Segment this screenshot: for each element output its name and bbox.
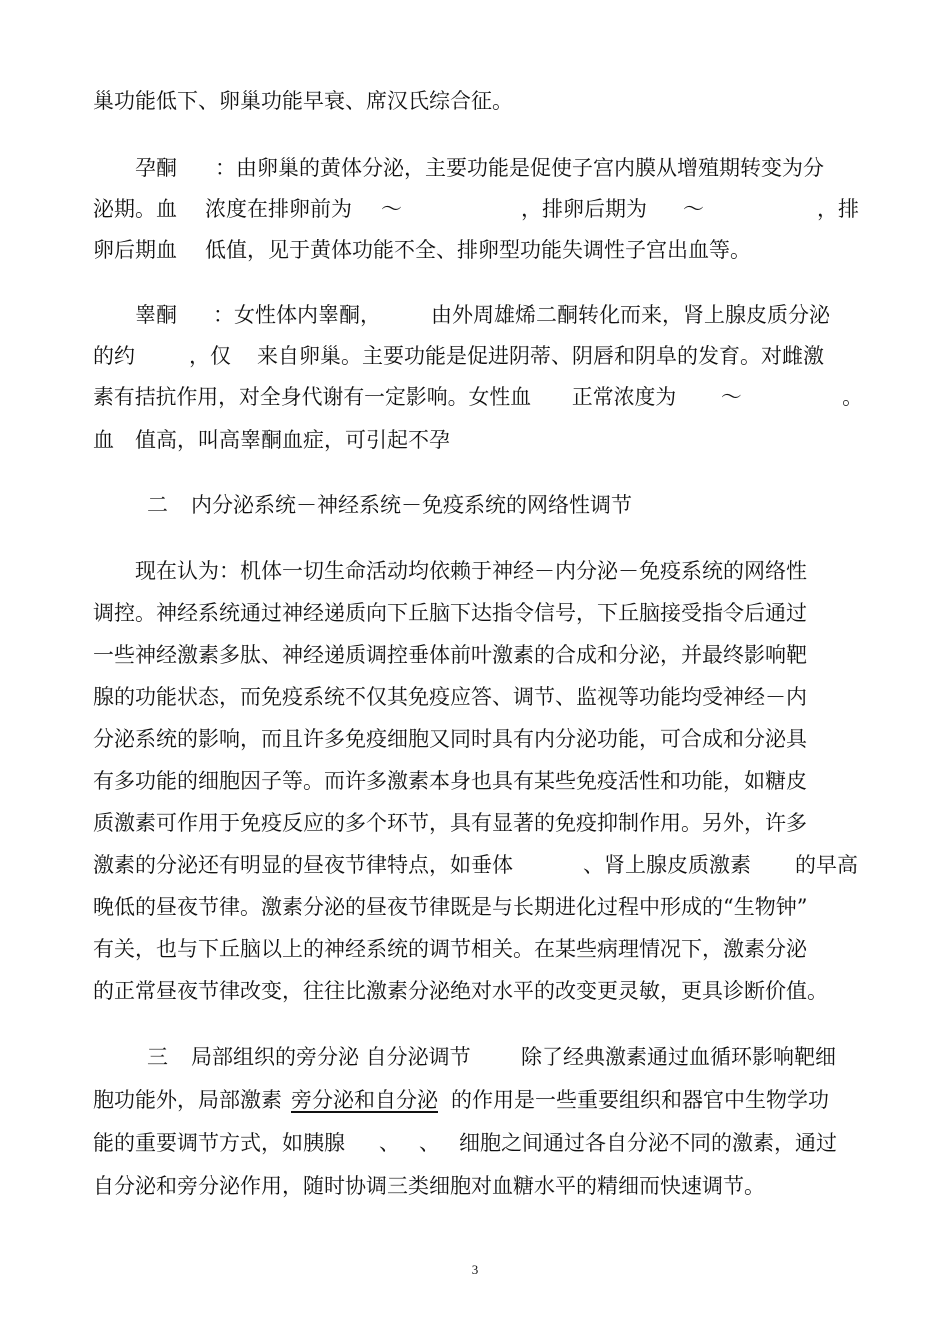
text-segment: 的正常昼夜节律改变，往往比激素分泌绝对水平的改变更灵敏，更具诊断价值。 <box>93 979 828 1003</box>
section-2-line-4 <box>93 682 863 712</box>
text-segment: 值高，叫高睾酮血症，可引起不孕 <box>135 428 450 452</box>
text-segment: 晚低的昼夜节律。激素分泌的昼夜节律既是与长期进化过程中形成的“生物钟” <box>93 895 808 919</box>
tilde-symbol: ～ <box>381 197 402 221</box>
text-segment: ：女性体内睾酮， <box>213 303 381 327</box>
text-segment: 能的重要调节方式，如胰腺 <box>93 1131 345 1155</box>
testosterone-line-2 <box>93 341 863 371</box>
section-3-line-2 <box>93 1085 863 1115</box>
section-2-line-5 <box>93 724 863 754</box>
testosterone-line-4 <box>93 425 863 455</box>
text-segment: 、 <box>419 1131 440 1155</box>
text-segment: 一些神经激素多肽、神经递质调控垂体前叶激素的合成和分泌，并最终影响靶 <box>93 643 807 667</box>
text-segment: 分泌系统的影响，而且许多免疫细胞又同时具有内分泌功能，可合成和分泌具 <box>93 727 807 751</box>
section-3-line-1 <box>93 1042 863 1072</box>
section-2-line-6 <box>93 766 863 796</box>
section-2-line-11 <box>93 976 863 1006</box>
text-segment: 的约 <box>93 344 135 368</box>
term-testosterone: 睾酮 <box>135 303 177 327</box>
text-segment: ，仅 <box>189 344 231 368</box>
section-title: 局部组织的旁分泌 自分泌调节 <box>191 1045 471 1069</box>
text-segment: 的作用是一些重要组织和器官中生物学功 <box>451 1088 829 1112</box>
section-2-line-9 <box>93 892 863 922</box>
text-segment: 有多功能的细胞因子等。而许多激素本身也具有某些免疫活性和功能，如糖皮 <box>93 769 807 793</box>
tilde-symbol: ～ <box>683 197 704 221</box>
text-segment: 血 <box>93 428 114 452</box>
section-2-line-2 <box>93 598 863 628</box>
text-segment: 胞功能外，局部激素 <box>93 1088 282 1112</box>
page-number: 3 <box>471 1262 479 1277</box>
section-2-line-8 <box>93 850 863 880</box>
underlined-term: 旁分泌和自分泌 <box>291 1088 438 1112</box>
text-segment: 的早高 <box>795 853 858 877</box>
text-segment: 泌期。血 <box>93 197 177 221</box>
text-segment: 有关，也与下丘脑以上的神经系统的调节相关。在某些病理情况下，激素分泌 <box>93 937 807 961</box>
text-segment: 巢功能低下、卵巢功能早衰、席汉氏综合征。 <box>93 89 513 113</box>
section-2-heading <box>93 490 863 520</box>
text-segment: 激素的分泌还有明显的昼夜节律特点，如垂体 <box>93 853 513 877</box>
text-segment: 素有拮抗作用，对全身代谢有一定影响。女性血 <box>93 385 532 409</box>
section-number: 二 <box>147 493 168 517</box>
text-segment: 由外周雄烯二酮转化而来，肾上腺皮质分泌 <box>431 303 830 327</box>
text-segment: 细胞之间通过各自分泌不同的激素，通过 <box>459 1131 837 1155</box>
section-number: 三 <box>147 1045 168 1069</box>
text-segment: 调控。神经系统通过神经递质向下丘脑下达指令信号，下丘脑接受指令后通过 <box>93 601 807 625</box>
section-title: 内分泌系统－神经系统－免疫系统的网络性调节 <box>191 493 632 517</box>
text-segment: 现在认为：机体一切生命活动均依赖于神经－内分泌－免疫系统的网络性 <box>135 559 807 583</box>
testosterone-line-3 <box>93 382 863 412</box>
text-segment: 质激素可作用于免疫反应的多个环节，具有显著的免疫抑制作用。另外，许多 <box>93 811 807 835</box>
section-2-line-7 <box>93 808 863 838</box>
section-3-line-3 <box>93 1128 863 1158</box>
text-segment: 正常浓度为 <box>571 385 677 409</box>
testosterone-line-1 <box>93 300 863 330</box>
section-3-line-4 <box>93 1171 863 1201</box>
text-segment: 、 <box>379 1131 400 1155</box>
progesterone-line-1 <box>93 153 863 183</box>
tilde-symbol: ～ <box>720 385 742 409</box>
paragraph-line <box>93 86 863 116</box>
progesterone-line-3 <box>93 235 863 265</box>
text-segment: 卵后期血 <box>93 238 177 262</box>
text-segment: 浓度在排卵前为 <box>205 197 352 221</box>
progesterone-line-2 <box>93 194 863 224</box>
text-segment: 自分泌和旁分泌作用，随时协调三类细胞对血糖水平的精细而快速调节。 <box>93 1174 765 1198</box>
text-segment: 低值，见于黄体功能不全、排卵型功能失调性子宫出血等。 <box>205 238 751 262</box>
text-segment: ，排卵后期为 <box>521 197 647 221</box>
text-segment: ，排 <box>817 197 859 221</box>
term-progesterone: 孕酮 <box>135 156 177 180</box>
section-2-line-1 <box>93 556 863 586</box>
text-segment: 腺的功能状态，而免疫系统不仅其免疫应答、调节、监视等功能均受神经－内 <box>93 685 807 709</box>
text-segment: 除了经典激素通过血循环影响靶细 <box>521 1045 836 1069</box>
section-2-line-3 <box>93 640 863 670</box>
section-2-line-10 <box>93 934 863 964</box>
text-segment: 来自卵巢。主要功能是促进阴蒂、阴唇和阴阜的发育。对雌激 <box>257 344 824 368</box>
text-segment: 。 <box>842 385 863 409</box>
text-segment: ：由卵巢的黄体分泌，主要功能是促使子宫内膜从增殖期转变为分 <box>215 156 824 180</box>
text-segment: 、肾上腺皮质激素 <box>583 853 751 877</box>
